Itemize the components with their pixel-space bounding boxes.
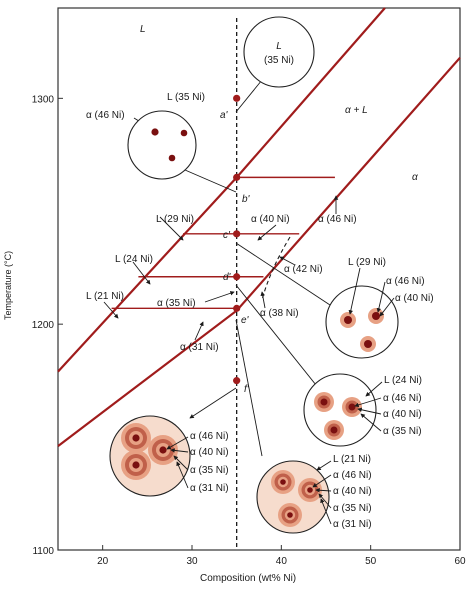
annot-a35: α (35 Ni) <box>157 298 196 309</box>
c3-a40: α (40 Ni) <box>395 293 434 304</box>
annot-L24: L (24 Ni) <box>115 254 153 265</box>
annot-a40: α (40 Ni) <box>251 214 290 225</box>
c5-a35: α (35 Ni) <box>333 503 372 514</box>
annot-a38: α (38 Ni) <box>260 308 299 319</box>
annot-a46-mid: α (46 Ni) <box>318 214 357 225</box>
microstructure-e <box>257 454 372 533</box>
x-tick-label-20: 20 <box>97 556 109 567</box>
region-two-phase: α + L <box>345 105 368 116</box>
microstructure-a <box>244 17 314 87</box>
point-c-label: c' <box>223 230 230 241</box>
tie-lines <box>112 177 335 308</box>
microstructure-f <box>110 416 229 496</box>
c1-line1: L <box>276 41 282 52</box>
x-axis-label: Composition (wt% Ni) <box>200 573 297 584</box>
cooling-point-2 <box>233 174 240 181</box>
cooling-point-5 <box>233 305 240 312</box>
y-tick-label-1100: 1100 <box>32 546 54 557</box>
point-e-label: e' <box>241 315 249 326</box>
microstructure-d <box>304 374 422 446</box>
region-liquid: L <box>140 24 146 35</box>
x-tick-label-40: 40 <box>275 556 287 567</box>
c4-a35: α (35 Ni) <box>383 426 422 437</box>
y-tick-label-1200: 1200 <box>31 320 54 332</box>
x-tick-label-60: 60 <box>454 556 466 567</box>
region-solid: α <box>412 172 418 183</box>
c5-a40: α (40 Ni) <box>333 486 372 497</box>
cooling-point-6 <box>233 377 240 384</box>
c6-a35: α (35 Ni) <box>190 465 229 476</box>
c4-a46: α (46 Ni) <box>383 393 422 404</box>
x-tick-label-30: 30 <box>186 556 198 567</box>
cooling-point-4 <box>233 273 240 280</box>
c5-a31: α (31 Ni) <box>333 519 372 530</box>
c6-a31: α (31 Ni) <box>190 483 229 494</box>
c4-L24: L (24 Ni) <box>384 375 422 386</box>
annot-a31: α (31 Ni) <box>180 342 219 353</box>
point-d-label: d' <box>223 272 231 283</box>
c6-a46: α (46 Ni) <box>190 431 229 442</box>
composition-annotations <box>86 92 357 353</box>
annot-L29: L (29 Ni) <box>156 214 194 225</box>
microstructure-c <box>326 257 434 358</box>
c5-a46: α (46 Ni) <box>333 470 372 481</box>
annot-L35: L (35 Ni) <box>167 92 205 103</box>
c1-line2: (35 Ni) <box>263 55 295 66</box>
c3-a46: α (46 Ni) <box>386 276 425 287</box>
annot-L21: L (21 Ni) <box>86 291 124 302</box>
point-a-label: a' <box>220 110 228 121</box>
cooling-point-1 <box>233 95 240 102</box>
y-tick-label-1300: 1300 <box>31 94 54 106</box>
cooling-point-3 <box>233 230 240 237</box>
x-tick-label-50: 50 <box>365 556 377 567</box>
point-f-label: f' <box>244 384 249 395</box>
annot-a42: α (42 Ni) <box>284 264 323 275</box>
microstructure-b <box>128 111 196 179</box>
c3-L29: L (29 Ni) <box>348 257 386 268</box>
c5-L21: L (21 Ni) <box>333 454 371 465</box>
point-b-label: b' <box>242 194 250 205</box>
c4-a40: α (40 Ni) <box>383 409 422 420</box>
c6-a40: α (40 Ni) <box>190 447 229 458</box>
y-axis-label: Temperature (°C) <box>3 250 13 320</box>
annot-a46-top: α (46 Ni) <box>86 110 125 121</box>
